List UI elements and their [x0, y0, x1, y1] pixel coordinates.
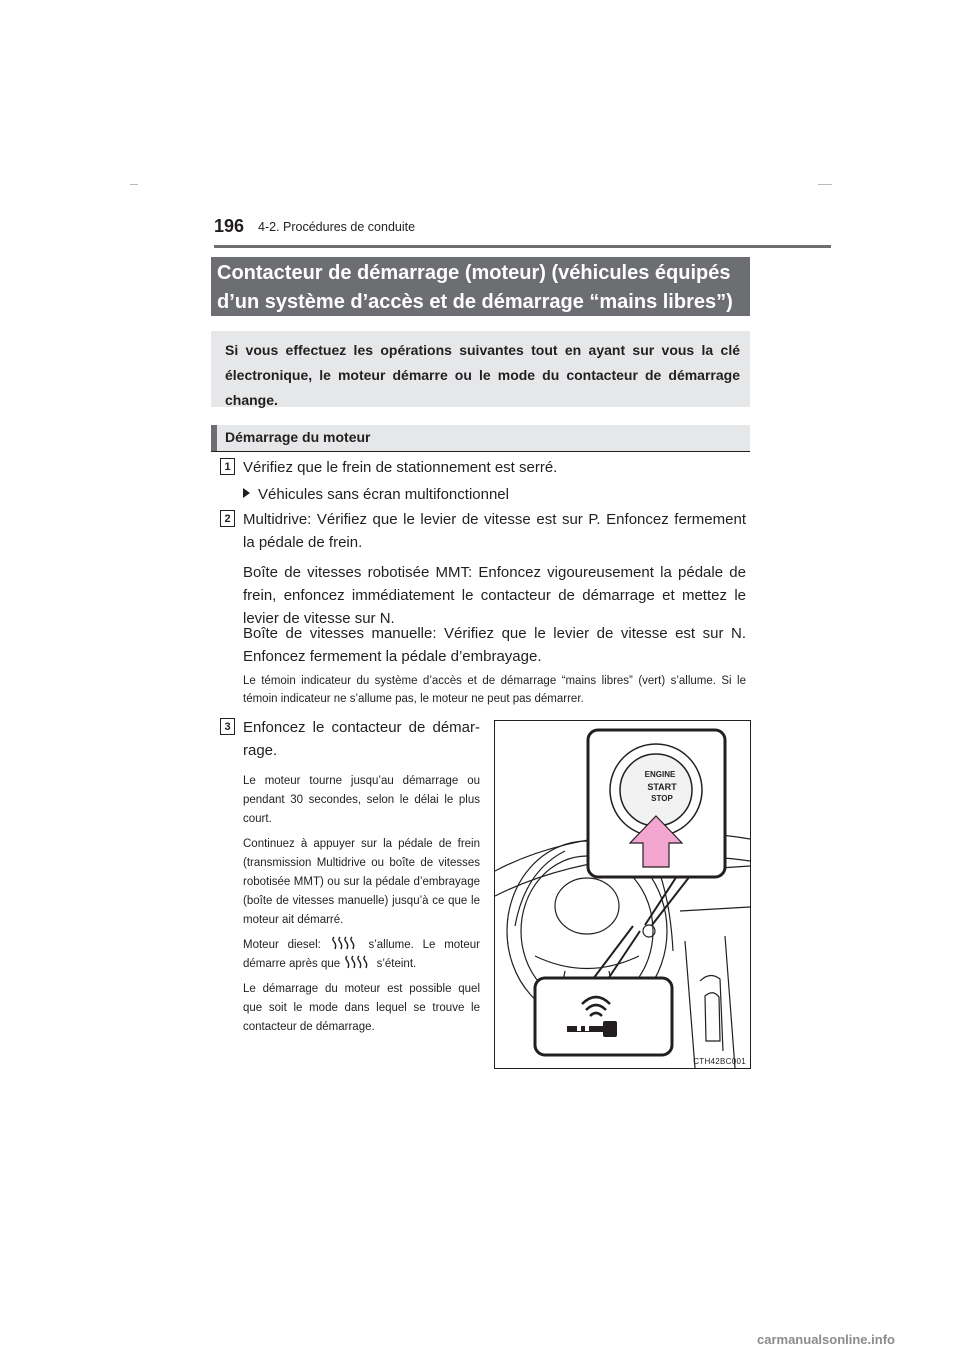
vehicle-condition-bullet [243, 483, 746, 506]
engine-start-illustration [494, 720, 751, 1069]
step-2-manual-text: Boîte de vitesses manuelle: Vérifiez que le levier de vitesse est sur N. Enfoncez fermement la pédale d’embrayage. [243, 625, 746, 665]
step-3-note-1: Le moteur tourne jusqu’au démarrage ou pendant 30 secondes, selon le délai le plus court. [243, 775, 480, 825]
watermark: carmanualsonline.info [757, 1332, 895, 1347]
triangle-bullet-icon [243, 488, 250, 498]
step-number-3: 3 [220, 718, 235, 735]
step-3-text: Enfoncez le contacteur de démar-rage. [243, 719, 480, 759]
page-title-line1: Contacteur de démarrage (moteur) (véhicules équipés [217, 262, 731, 284]
header-rule [214, 245, 831, 248]
step-number-2: 2 [220, 510, 235, 527]
bullet-text: Véhicules sans écran multifonctionnel [258, 486, 509, 503]
step-1-text: Vérifiez que le frein de stationnement est serré. [243, 459, 558, 476]
figure-code: CTH42BC001 [693, 1057, 746, 1066]
step-3-column [243, 716, 480, 1037]
page-title-line2: d’un système d’accès et de démarrage “mains libres”) [217, 291, 733, 313]
step-3-note-2: Continuez à appuyer sur la pédale de frein (transmission Multidrive ou boîte de vitesses robotisée MMT) ou sur la pédale d’embrayage (boîte de vitesses manuelle) jusqu’à ce que le moteur ait démarré. [243, 838, 480, 926]
step-3-note-4: Le démarrage du moteur est possible quel que soit le mode dans lequel se trouve le contacteur de démarrage. [243, 983, 480, 1033]
glow-plug-icon [330, 936, 360, 950]
crop-mark-left [130, 184, 138, 185]
dashboard-drawing [495, 721, 750, 1068]
intro-box [211, 331, 750, 407]
subheading-bar [211, 425, 217, 451]
step-2-text: Multidrive: Vérifiez que le levier de vitesse est sur P. Enfoncez fermement la pédale de frein. [243, 511, 746, 551]
intro-text: Si vous effectuez les opérations suivantes tout en ayant sur vous la clé électronique, le moteur démarre ou le mode du contacteur de démarrage change. [225, 342, 740, 408]
section-breadcrumb: 4-2. Procédures de conduite [258, 220, 416, 234]
step-3-note-3 [243, 936, 480, 974]
diesel-label: Moteur diesel: [243, 939, 321, 951]
crop-mark-right [818, 184, 832, 185]
engine-label: ENGINE [644, 770, 676, 779]
diesel-text-end: s’éteint. [376, 958, 417, 970]
page-title [211, 257, 750, 316]
page-number: 196 [214, 216, 245, 236]
step-2-mmt-text: Boîte de vitesses robotisée MMT: Enfoncez vigoureusement la pédale de frein, enfoncez immédiatement le contacteur de démarrage et mettez le levier de vitesse sur N. [243, 564, 746, 627]
diesel-text-mid: s’allume. Le moteur démarre après que [243, 939, 480, 970]
step-2-note: Le témoin indicateur du système d’accès et de démarrage “mains libres” (vert) s’allume. Si le témoin indicateur ne s’allume pas, le moteur ne peut pas démarrer. [243, 675, 746, 705]
subheading-text: Démarrage du moteur [225, 429, 371, 445]
step-number-1: 1 [220, 458, 235, 475]
stop-label: STOP [651, 794, 673, 803]
subheading-box [211, 425, 750, 452]
glow-plug-icon-2 [343, 955, 373, 969]
start-label: START [647, 782, 677, 792]
